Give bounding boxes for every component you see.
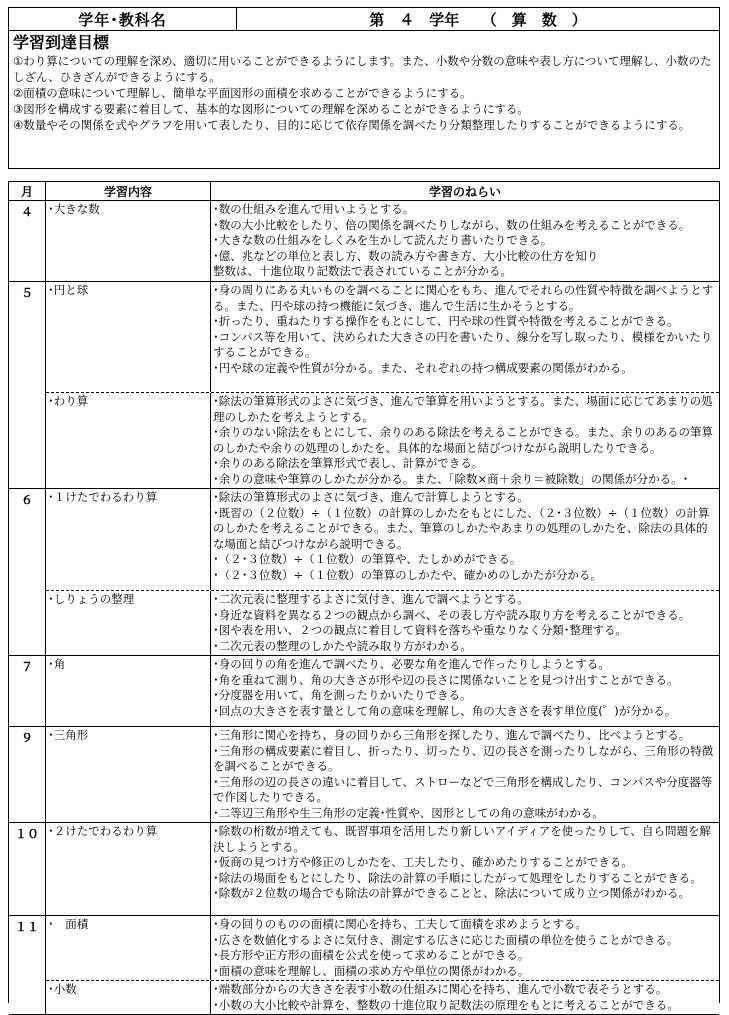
aim-item: ･二等辺三角形や生三角形の定義･性質や、図形としての角の意味がわかる。 <box>213 805 604 820</box>
unit-name: ･円と球 <box>46 282 211 392</box>
grade-subject-label: 学年･教科名 <box>9 8 237 30</box>
unit-row <box>46 489 719 590</box>
table-row <box>9 489 719 656</box>
aim-item: ･二次元表の整理のしかたや読み取り方がわかる。 <box>213 638 472 653</box>
aim-item: ･分度器を用いて、角を測ったりかいたりできる。 <box>213 688 472 702</box>
aim-item: ･広さを数値化するよさに気付き、測定する広さに応じた面積の単位を使うことができる。 <box>213 932 679 947</box>
curriculum-table <box>8 181 720 1012</box>
goals-title: 学習到達目標 <box>13 33 110 52</box>
aim-item: ･身の回りのものの面積に関心を持ち、工夫して面積を求めようとする。 <box>213 917 587 931</box>
aim-item: ･（２･３位数）÷（１位数）の筆算や、たしかめができる。 <box>213 552 522 566</box>
content-header: 学習内容 <box>46 182 211 200</box>
aim-item: ･除法の場面をもとにしたり、除法の計算の手順にしたがって処理をしたりすることができる。 <box>213 870 702 885</box>
month-cell: ４ <box>9 201 46 281</box>
table-row <box>9 656 719 727</box>
unit-aims <box>211 393 719 488</box>
unit-row <box>46 656 719 726</box>
table-row <box>9 916 719 1015</box>
unit-aims <box>211 656 719 726</box>
goal-item: ③図形を構成する要素に着目して、基本的な図形についての理解を深めることができるようにする。 <box>13 102 529 116</box>
aim-item: ･端数部分からの大きさを表す小数の仕組みに関心を持ち、進んで小数で表そうとする。 <box>213 982 668 996</box>
header-bar <box>8 7 720 31</box>
aim-item: ･除数の桁数が増えても、既習事項を活用したり新しいアイディアを使ったりして、自ら問題を解決しようとする。 <box>213 824 712 854</box>
aim-item: ･小数の大小比較や計算を、整数の十進位取り記数法の原理をもとに考えることができる。 <box>213 997 679 1012</box>
goal-item: ④数量やその関係を式やグラフを用いて表したり、目的に応じて依存関係を調べたり分類整理したりすることができるようにする。 <box>13 118 691 132</box>
aim-item: ･長方形や正方形の面積を公式を使って求めることができる。 <box>213 948 530 962</box>
month-cell: １１ <box>9 916 46 1014</box>
unit-row <box>46 392 719 488</box>
unit-aims <box>211 823 719 915</box>
unit-row <box>46 980 719 1014</box>
unit-name: ･ 面積 <box>46 916 211 980</box>
goal-item: ②面積の意味について理解し、簡単な平面図形の面積を求めることができるようにする。 <box>13 86 472 100</box>
aim-item: ･回点の大きさを表す量として角の意味を理解し、角の大きさを表す単位度(゜)が分かる。 <box>213 703 677 718</box>
aim-item: ･（２･３位数）÷（１位数）の筆算のしかたや、確かめのしかたが分かる。 <box>213 567 602 582</box>
aim-item: ･余りの意味や筆算のしかたが分かる。また、「除数×商＋余り＝被除数」の関係が分かる。･ <box>213 471 689 486</box>
table-row <box>9 282 719 489</box>
month-cell: ７ <box>9 656 46 726</box>
aim-item: ･仮商の見つけ方や修正のしかたを、工夫したり、確かめたりすることができる。 <box>213 855 633 869</box>
aim-item: ･余りのある除法を筆算形式で表し、計算ができる。 <box>213 456 484 470</box>
unit-aims <box>211 489 719 590</box>
unit-row <box>46 201 719 281</box>
month-cell: ５ <box>9 282 46 488</box>
unit-name: ･小数 <box>46 981 211 1014</box>
unit-row <box>46 916 719 980</box>
month-cell: ６ <box>9 489 46 655</box>
aim-item: ･億、兆などの単位と表し方、数の読み方や書き方、大小比較の仕方を知り <box>213 248 599 263</box>
aim-item: ･除法の筆算形式のよさに気づき、進んで筆算を用いようとする。また、場面に応じてあまりの処理のしかたを考えようとする。 <box>213 394 713 424</box>
aim-item: ･三角形の構成要素に着目し、折ったり、切ったり、辺の長さを測ったりしながら、三角形の特徴を調べることができる。 <box>213 743 714 773</box>
aim-item: ･身の周りにある丸いものを調べることに関心をもち、進んでそれらの性質や特徴を調べようとする。また、円や球の持つ機能に気づき、進んで生活に生かそうとする。 <box>213 283 714 313</box>
unit-row <box>46 282 719 392</box>
goal-item: ①わり算についての理解を深め、適切に用いることができるようにします。また、小数や分数の意味や表し方について理解し、小数のたしざん、ひきざんができるようにする。 <box>13 54 712 84</box>
unit-aims <box>211 916 719 980</box>
aims-header: 学習のねらい <box>428 184 501 199</box>
aim-item: ･除法の筆算形式のよさに気づき、進んで計算しようとする。 <box>213 490 529 504</box>
aim-item: ･身の回りの角を進んで調べたり、必要な角を進んで作ったりしようとする。 <box>213 657 610 671</box>
aim-item: ･数の仕組みを進んで用いようとする。 <box>213 202 415 216</box>
unit-aims <box>211 282 719 392</box>
unit-name: ･しりょうの整理 <box>46 591 211 655</box>
month-header: 月 <box>9 182 46 200</box>
learning-goals-box <box>8 31 720 169</box>
month-cell: ９ <box>9 727 46 822</box>
aim-item: ･三角形に関心を持ち、身の回りから三角形を探したり、進んで調べたり、比べようとする。 <box>213 728 691 742</box>
aim-item: ･除数が２位数の場合でも除法の計算ができることと、除法について成り立つ関係がわかる。 <box>213 886 691 900</box>
unit-aims <box>211 591 719 655</box>
aim-item: ･身近な資料を異なる２つの観点から調べ、その表し方や読み取り方を考えることができる。 <box>213 607 691 622</box>
aim-item: ･円や球の定義や性質が分かる。また、それぞれの持つ構成要素の関係がわかる。 <box>213 360 633 375</box>
unit-name: ･角 <box>46 656 211 726</box>
aim-item: ･角を重ねて測り、角の大きさが形や辺の長さに関係ないことを見つけ出すことができる。 <box>213 672 679 687</box>
unit-row <box>46 823 719 915</box>
aim-item: ･面積の意味を理解し、面積の求め方や単位の関係がわかる。 <box>213 963 530 978</box>
unit-row <box>46 590 719 655</box>
unit-aims <box>211 981 719 1014</box>
table-header <box>9 182 719 201</box>
table-row <box>9 201 719 282</box>
unit-name: ･１けたでわるわり算 <box>46 489 211 590</box>
table-row <box>9 823 719 916</box>
aim-item: ･コンパス等を用いて、決められた大きさの円を書いたり、線分を写し取ったり、模様をかいたりすることができる。 <box>213 329 713 359</box>
unit-name: ･三角形 <box>46 727 211 822</box>
table-body <box>9 201 719 1015</box>
aim-item: ･三角形の辺の長さの違いに着目して、ストローなどで三角形を構成したり、コンパスや分度器等で作図したりできる。 <box>213 774 713 804</box>
unit-name: ･わり算 <box>46 393 211 488</box>
aim-item: ･大きな数の仕組みをしくみを生かして読んだり書いたりできる。 <box>213 233 553 247</box>
aim-item: ･数の大小比較をしたり、倍の関係を調べたりしながら、数の仕組みを考えることができる。 <box>213 217 691 232</box>
unit-aims <box>211 727 719 822</box>
unit-row <box>46 727 719 822</box>
aim-item: 整数は、十進位取り記数法で表されていることが分かる。 <box>213 264 512 278</box>
aim-item: ･二次元表に整理するよさに気付き、進んで調べようとする。 <box>213 592 529 606</box>
table-row <box>9 727 719 823</box>
unit-name: ･大きな数 <box>46 201 211 281</box>
month-cell: １０ <box>9 823 46 915</box>
aim-item: ･図や表を用い、２つの観点に着目して資料を落ちや重なりなく分類･整理する。 <box>213 623 627 637</box>
unit-aims <box>211 201 719 281</box>
grade-subject-value: 第 ４ 学年 （ 算 数 ） <box>369 10 587 29</box>
aim-item: ･既習の（２位数）÷（１位数）の計算のしかたをもとにした、（２･３位数）÷（１位数）の計算のしかたを考えることができる。また、筆算のしかたやあまりの処理のしかたを、除法の具体的な場面と結びつけながら説明できる。 <box>213 505 710 551</box>
unit-name: ･２けたでわるわり算 <box>46 823 211 915</box>
aim-item: ･余りのない除法をもとにして、余りのある除法を考えることができる。また、余りのあるの筆算のしかたや余りの処理のしかたを、具体的な場面と結びつけながら説明したりできる。 <box>213 425 714 455</box>
aim-item: ･折ったり、重ねたりする操作をもとにして、円や球の性質や特徴を考えることができる。 <box>213 314 679 328</box>
